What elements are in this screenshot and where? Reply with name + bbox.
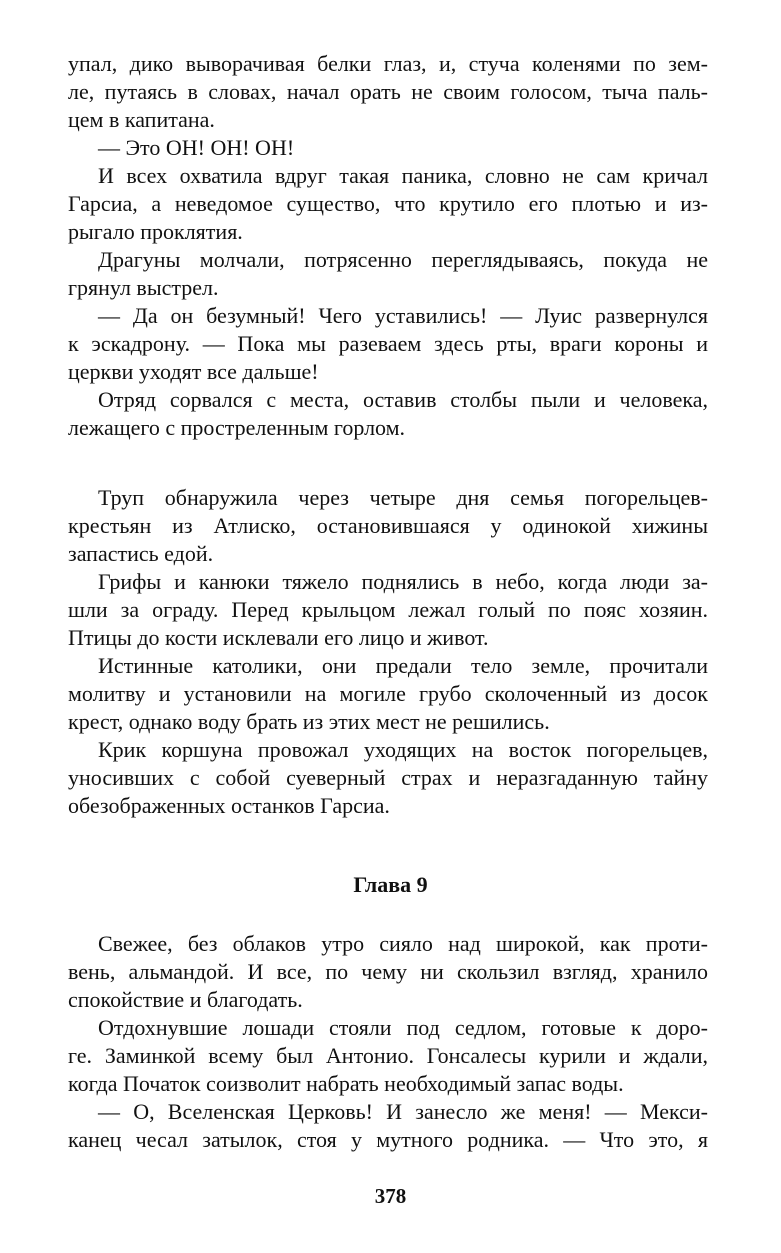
paragraph bbox=[68, 1098, 708, 1154]
text-line: церкви уходят все дальше! bbox=[68, 359, 319, 384]
text-line: рыгало проклятия. bbox=[68, 219, 243, 244]
text-line: грянул выстрел. bbox=[68, 275, 219, 300]
text-line: молитву и установили на могиле грубо сколоченный из досок bbox=[68, 681, 708, 706]
text-line: вень, альмандой. И все, по чему ни скользил взгляд, хранило bbox=[68, 959, 708, 984]
text-line: упал, дико выворачивая белки глаз, и, стуча коленями по зем- bbox=[68, 51, 708, 76]
text-line: лежащего с простреленным горлом. bbox=[68, 415, 406, 440]
text-line: Грифы и канюки тяжело поднялись в небо, когда люди за- bbox=[98, 569, 708, 594]
paragraph bbox=[68, 568, 708, 652]
text-line: ге. Заминкой всему был Антонио. Гонсалесы курили и ждали, bbox=[68, 1043, 708, 1068]
paragraph bbox=[68, 246, 708, 302]
text-line: — Это ОН! ОН! ОН! bbox=[98, 135, 295, 160]
section-2 bbox=[68, 484, 708, 820]
paragraph bbox=[68, 930, 708, 1014]
paragraph bbox=[68, 50, 708, 134]
text-line: цем в капитана. bbox=[68, 107, 215, 132]
paragraph bbox=[68, 134, 708, 162]
paragraph bbox=[68, 162, 708, 246]
text-line: крестьян из Атлиско, остановившаяся у одинокой хижины bbox=[68, 513, 708, 538]
chapter-heading: Глава 9 bbox=[353, 872, 428, 897]
text-line: Отряд сорвался с места, оставив столбы пыли и человека, bbox=[98, 387, 708, 412]
text-line: обезображенных останков Гарсиа. bbox=[68, 793, 390, 818]
paragraph bbox=[68, 652, 708, 736]
paragraph bbox=[68, 484, 708, 568]
text-line: Крик коршуна провожал уходящих на восток погорельцев, bbox=[98, 737, 708, 762]
text-line: — О, Вселенская Церковь! И занесло же меня! — Мекси- bbox=[98, 1099, 708, 1124]
text-line: Гарсиа, а неведомое существо, что крутило его плотью и из- bbox=[68, 191, 708, 216]
paragraph bbox=[68, 736, 708, 820]
text-line: шли за ограду. Перед крыльцом лежал голый по пояс хозяин. bbox=[68, 597, 708, 622]
text-line: к эскадрону. — Пока мы разеваем здесь рты, враги короны и bbox=[68, 331, 708, 356]
text-line: когда Початок соизволит набрать необходимый запас воды. bbox=[68, 1071, 624, 1096]
text-line: Труп обнаружила через четыре дня семья погорельцев- bbox=[98, 485, 708, 510]
text-line: Драгуны молчали, потрясенно переглядываясь, покуда не bbox=[98, 247, 708, 272]
text-line: Отдохнувшие лошади стояли под седлом, готовые к доро- bbox=[98, 1015, 708, 1040]
text-line: Птицы до кости исклевали его лицо и живот. bbox=[68, 625, 489, 650]
page-number: 378 bbox=[374, 1184, 407, 1208]
text-line: Истинные католики, они предали тело земле, прочитали bbox=[98, 653, 708, 678]
text-line: И всех охватила вдруг такая паника, словно не сам кричал bbox=[98, 163, 708, 188]
paragraph bbox=[68, 1014, 708, 1098]
text-line: уносивших с собой суеверный страх и неразгаданную тайну bbox=[68, 765, 708, 790]
paragraph bbox=[68, 386, 708, 442]
paragraph bbox=[68, 302, 708, 386]
text-line: запастись едой. bbox=[68, 541, 214, 566]
text-line: Свежее, без облаков утро сияло над широкой, как проти- bbox=[98, 931, 708, 956]
text-line: ле, путаясь в словах, начал орать не своим голосом, тыча паль- bbox=[68, 79, 708, 104]
section-3 bbox=[68, 930, 708, 1154]
text-line: — Да он безумный! Чего уставились! — Луис развернулся bbox=[98, 303, 708, 328]
text-line: крест, однако воду брать из этих мест не решились. bbox=[68, 709, 550, 734]
text-line: спокойствие и благодать. bbox=[68, 987, 303, 1012]
section-1 bbox=[68, 50, 708, 442]
text-line: канец чесал затылок, стоя у мутного родника. — Что это, я bbox=[68, 1127, 708, 1152]
